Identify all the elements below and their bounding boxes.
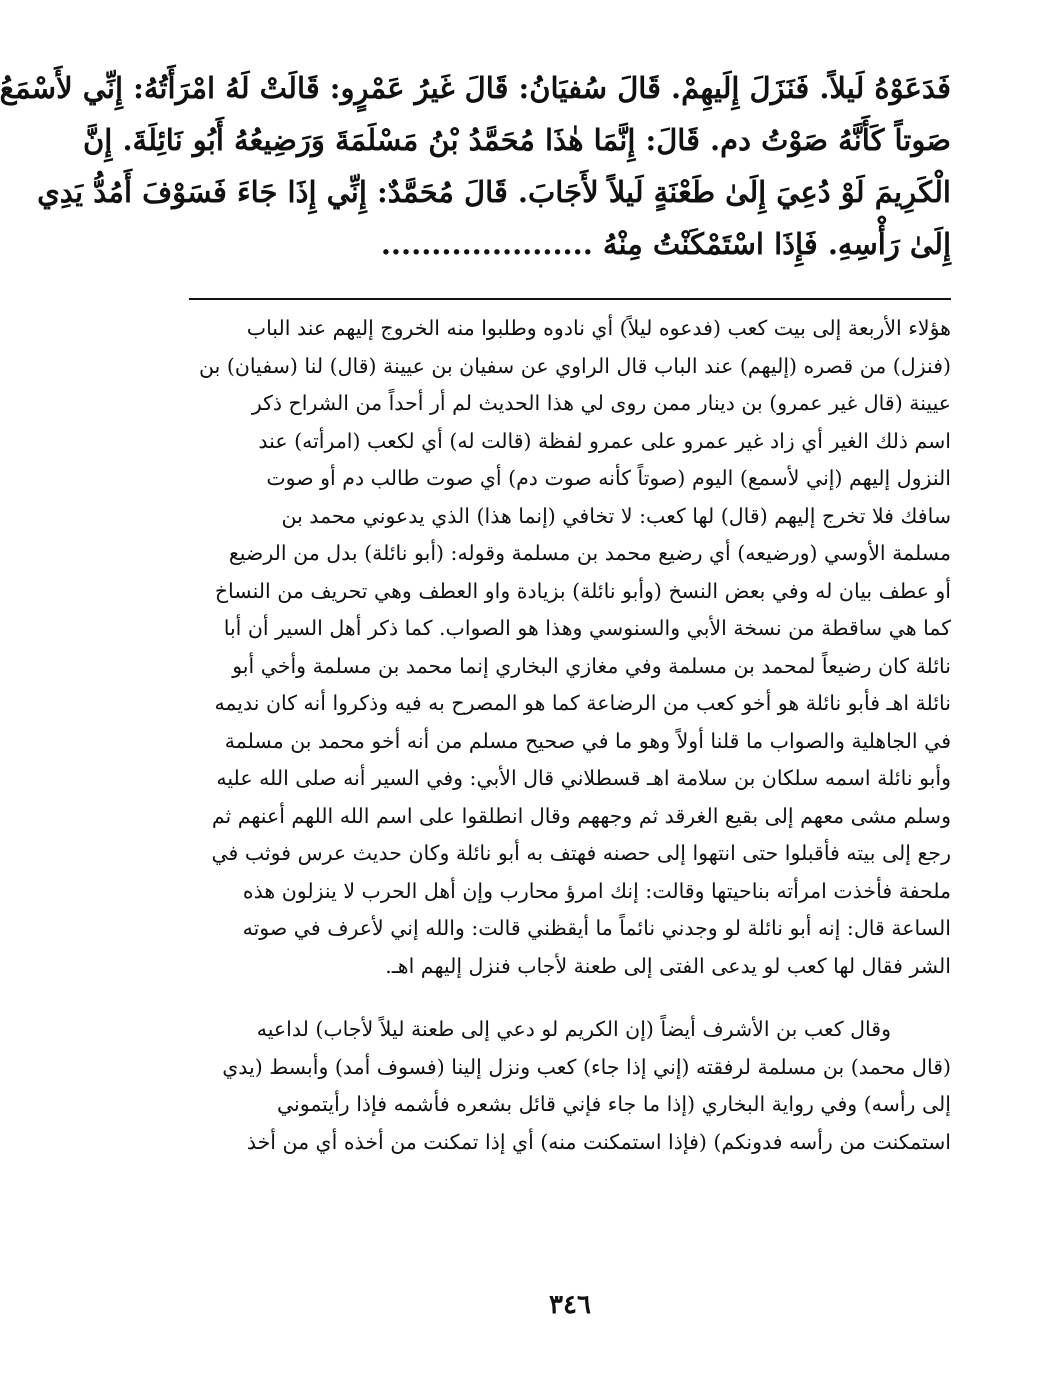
commentary-line: مسلمة الأوسي (ورضيعه) أي رضيع محمد بن مسلمة وقوله: (أبو نائلة) بدل من الرضيع [228,541,951,565]
separator-rule [189,298,951,300]
hadith-line: إِلَىٰ رَأْسِهِ. فَإِذَا اسْتَمْكَنْتُ مِنْهُ ..................... [380,227,951,261]
matn-block [0,62,951,270]
hadith-line: فَدَعَوْهُ لَيلاً. فَنَزَلَ إِلَيهِمْ. قَالَ سُفيَانُ: قَالَ غَيرُ عَمْرٍو: قَالَتْ لَهُ امْرَأَتُهُ: إِنِّي لأَسْمَعُ [0,71,951,105]
commentary-line: وقال كعب بن الأشرف أيضاً (إن الكريم لو دعي إلى طعنة ليلاً لأجاب) لداعيه [256,1017,891,1041]
commentary-line: عيينة (قال غير عمرو) بن دينار ممن روى لي هذا الحديث لم أر أحداً من الشراح ذكر [251,391,951,415]
commentary-line: وأبو نائلة اسمه سلكان بن سلامة اهـ قسطلاني قال الأبي: وفي السير أنه صلى الله عليه [216,766,951,790]
commentary-line: (فنزل) من قصره (إليهم) عند الباب قال الراوي عن سفيان بن عيينة (قال) لنا (سفيان) بن [199,353,951,378]
page-number: ٣٤٦ [549,1290,591,1320]
paragraph-gap [189,985,951,1011]
hadith-line: صَوتاً كَأَنَّهُ صَوْتُ دم. قَالَ: إِنَّمَا هٰذَا مُحَمَّدُ بْنُ مَسْلَمَةَ وَرَضِيعُهُ أَبُو نَائِلَةَ. إِنَّ [83,123,951,157]
commentary-line: النزول إليهم (إني لأسمع) اليوم (صوتاً كأنه صوت دم) أي صوت طالب دم أو صوت [266,466,951,490]
commentary-paragraph-1 [189,310,951,985]
commentary-block [189,310,951,1161]
commentary-line: استمكنت من رأسه فدونكم) (فإذا استمكنت منه) أي إذا تمكنت من أخذه أي من أخذ [246,1129,951,1154]
commentary-line: سافك فلا تخرج إليهم (قال) لها كعب: لا تخافي (إنما هذا) الذي يدعوني محمد بن [281,503,951,528]
commentary-line: رجع إلى بيته فأقبلوا حتى انتهوا إلى حصنه فهتف به أبو نائلة وكان حديث عرس فوثب في [211,841,951,865]
commentary-line: كما هي ساقطة من نسخة الأبي والسنوسي وهذا هو الصواب. كما ذكر أهل السير أن أبا [223,616,951,640]
commentary-paragraph-2 [189,1011,951,1161]
hadith-line: الْكَرِيمَ لَوْ دُعِيَ إِلَىٰ طَعْنَةٍ لَيلاً لأَجَابَ. قَالَ مُحَمَّدٌ: إِنِّي إِذَا جَاءَ فَسَوْفَ أَمُدُّ يَدِي [37,175,951,209]
commentary-line: أو عطف بيان له وفي بعض النسخ (وأبو نائلة) بزيادة واو العطف وهي تحريف من النساخ [214,578,951,603]
commentary-line: (قال محمد) بن مسلمة لرفقته (إني إذا جاء) كعب ونزل إلينا (فسوف أمد) وأبسط (يدي [222,1054,951,1079]
commentary-line: نائلة اهـ فأبو نائلة هو أخو كعب من الرضاعة كما هو المصرح به فيه وذكروا أنه كان نديمه [214,691,951,715]
commentary-line: إلى رأسه) وفي رواية البخاري (إذا ما جاء فإني قائل بشعره فأشمه فإذا رأيتموني [276,1092,951,1116]
commentary-line: الساعة قال: إنه أبو نائلة لو وجدني نائماً ما أيقظني قالت: والله إني لأعرف في صوته [242,916,951,940]
commentary-line: هؤلاء الأربعة إلى بيت كعب (فدعوه ليلاً) أي نادوه وطلبوا منه الخروج إليهم عند الباب [246,316,951,340]
commentary-line: نائلة كان رضيعاً لمحمد بن مسلمة وفي مغازي البخاري إنما محمد بن مسلمة وأخي أبو [232,653,951,678]
commentary-line: اسم ذلك الغير أي زاد غير عمرو على عمرو لفظة (قالت له) أي لكعب (امرأته) عند [258,428,951,453]
commentary-line: ملحفة فأخذت امرأته بناحيتها وقالت: إنك امرؤ محارب وإن أهل الحرب لا ينزلون هذه [242,878,951,903]
hadith-text [0,62,951,270]
commentary-line: وسلم مشى معهم إلى بقيع الغرقد ثم وجههم وقال انطلقوا على اسم الله اللهم أعنهم ثم [211,803,951,828]
commentary-line: الشر فقال لها كعب لو يدعى الفتى إلى طعنة لأجاب فنزل إليهم اهـ. [385,953,951,978]
commentary-line: في الجاهلية والصواب ما قلنا أولاً وهو ما في صحيح مسلم من أنه أخو محمد بن مسلمة [224,728,951,753]
